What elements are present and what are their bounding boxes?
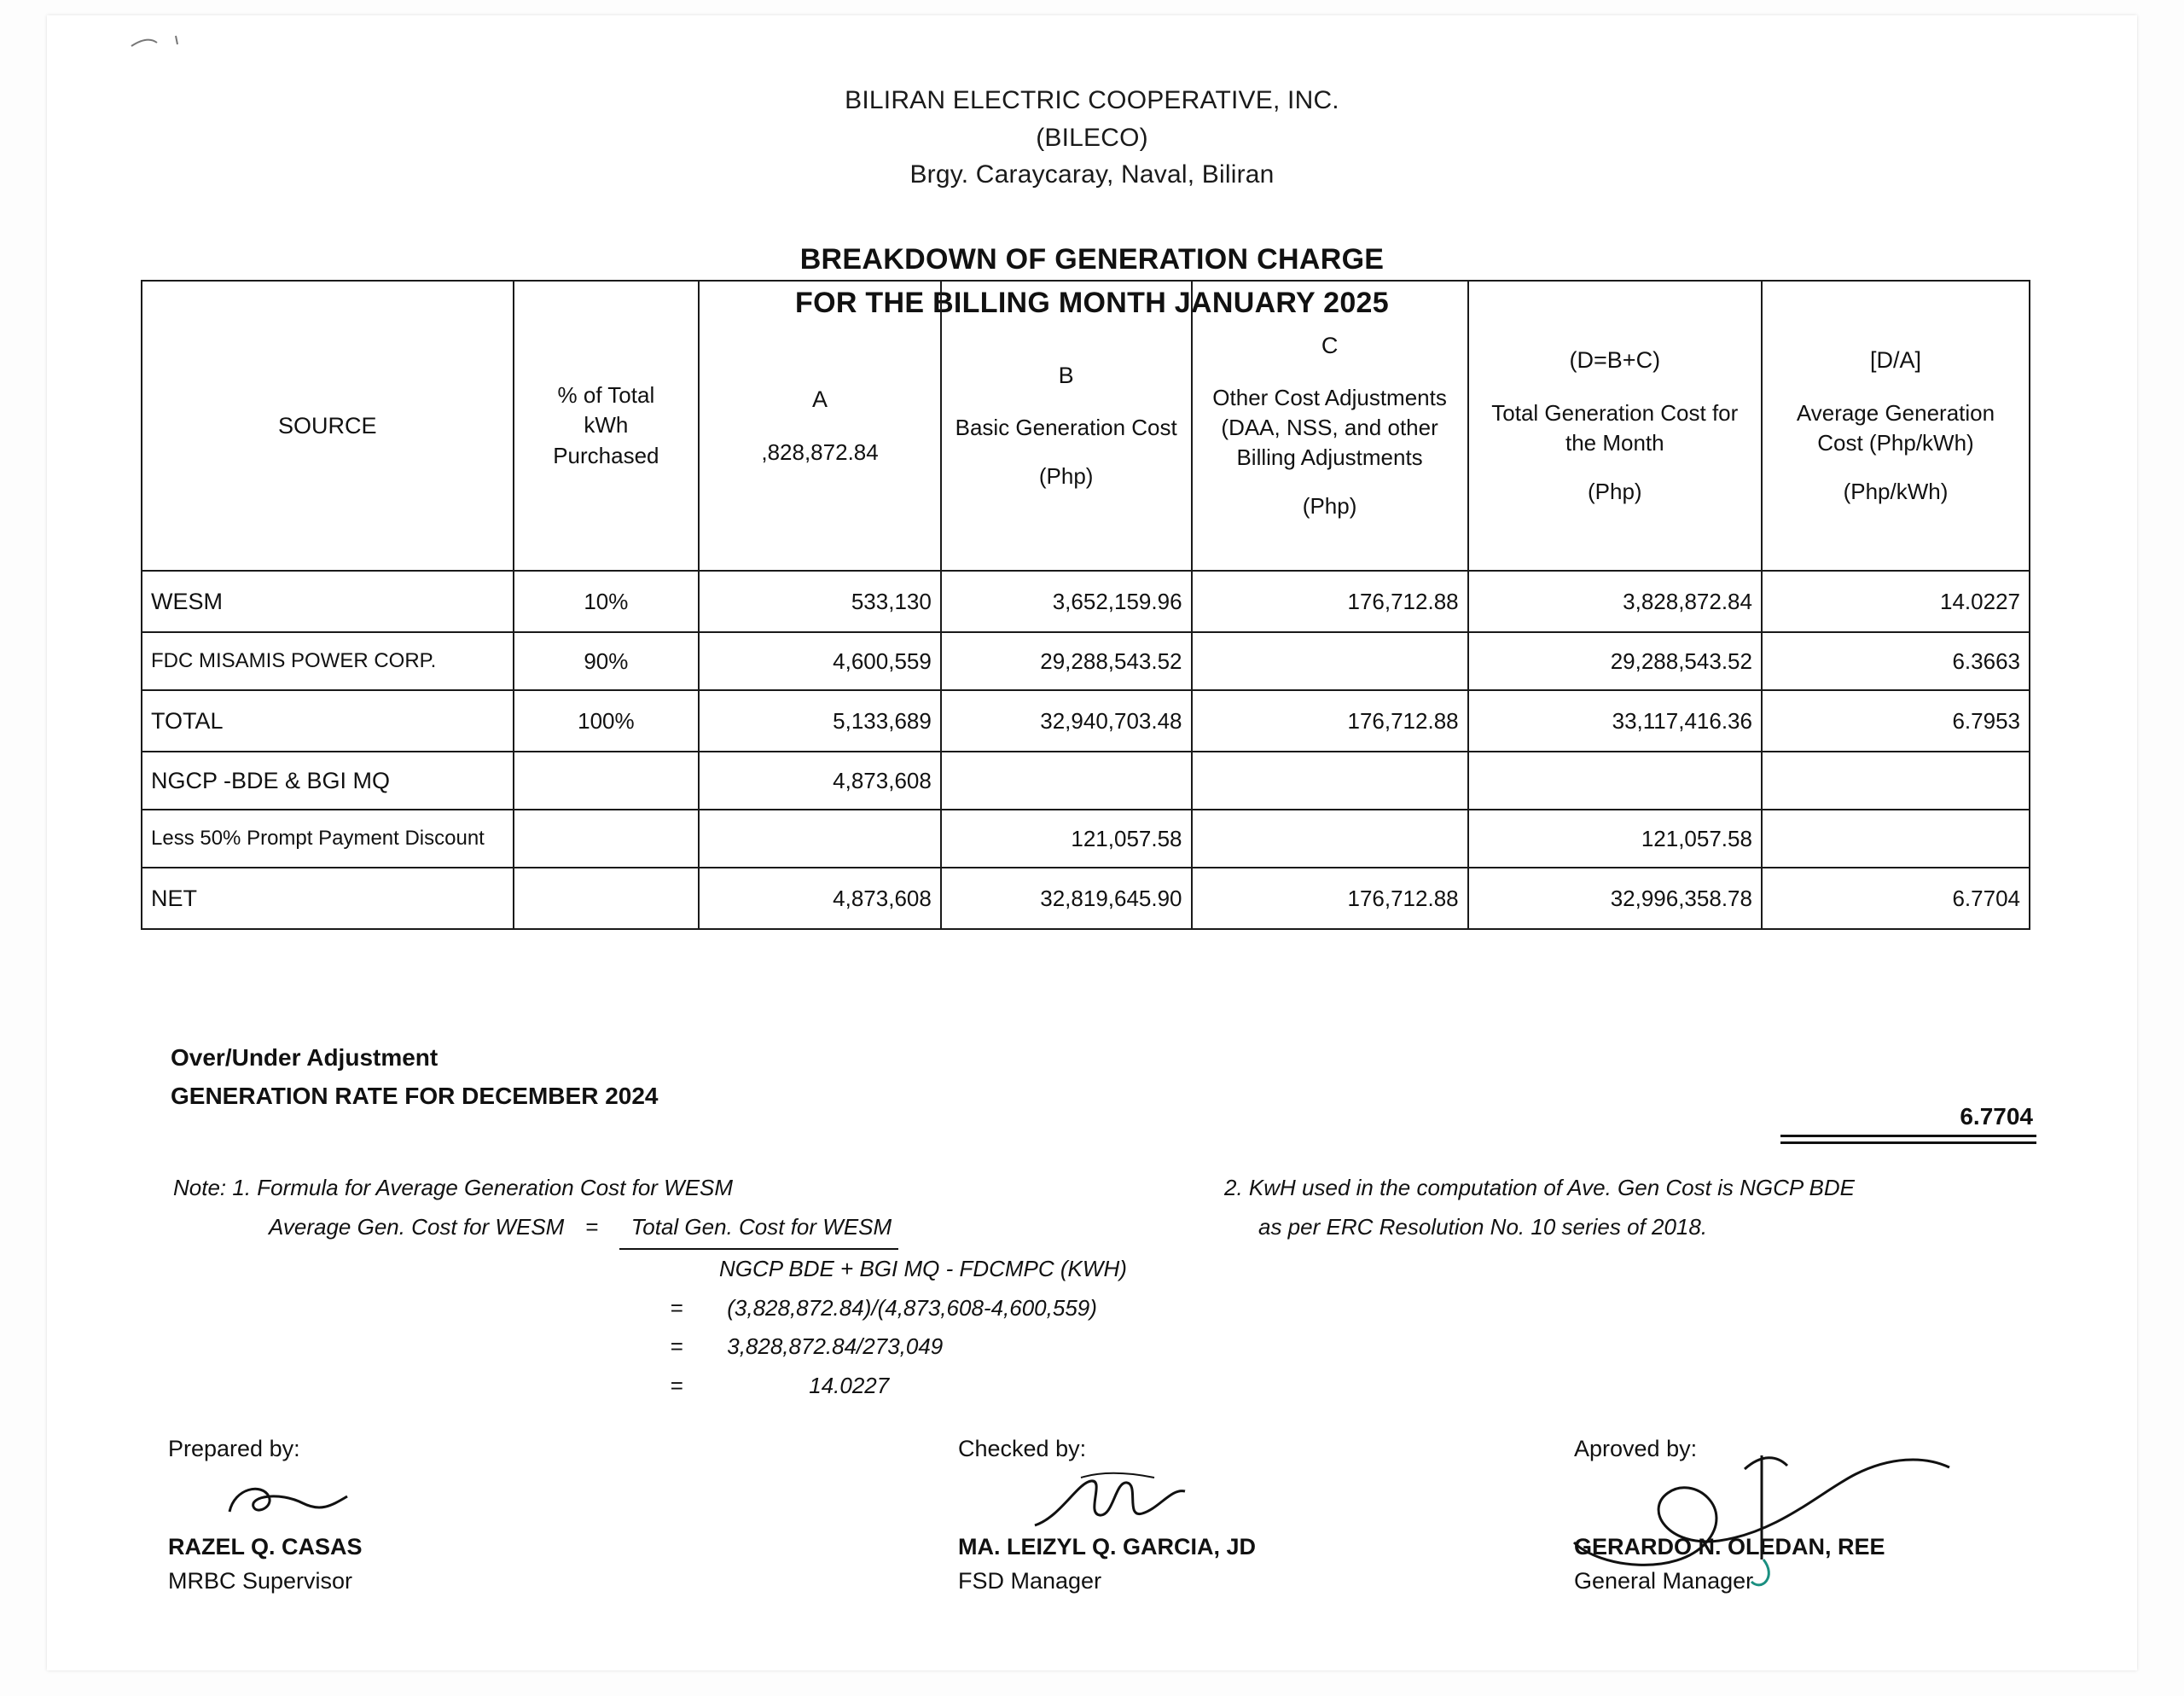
header-a-letter: A bbox=[812, 386, 828, 413]
row-col-e: 6.7704 bbox=[1762, 868, 2030, 929]
note1-formula-row bbox=[173, 1208, 1127, 1251]
prepared-by-position: MRBC Supervisor bbox=[168, 1568, 353, 1594]
row-col-c bbox=[1192, 752, 1468, 810]
note2-line-1: 2. KwH used in the computation of Ave. Gen Cost is NGCP BDE bbox=[1224, 1175, 1855, 1200]
row-percent bbox=[514, 752, 700, 810]
prepared-by-name: RAZEL Q. CASAS bbox=[168, 1533, 363, 1560]
header-column-b bbox=[941, 281, 1192, 571]
note1-heading: Note: 1. Formula for Average Generation Cost for WESM bbox=[173, 1175, 734, 1200]
double-underline-rule bbox=[1780, 1135, 2036, 1144]
title-line-1: BREAKDOWN OF GENERATION CHARGE bbox=[799, 242, 1385, 276]
document-header bbox=[47, 15, 2137, 194]
row-col-a: 4,873,608 bbox=[699, 868, 941, 929]
header-column-c bbox=[1192, 281, 1468, 571]
row-col-b: 29,288,543.52 bbox=[941, 632, 1192, 690]
row-col-d: 121,057.58 bbox=[1468, 810, 1762, 868]
row-col-c: 176,712.88 bbox=[1192, 690, 1468, 752]
row-col-e bbox=[1762, 752, 2030, 810]
header-c-label: Other Cost Adjustments (DAA, NSS, and other Billing Adjustments bbox=[1212, 385, 1447, 471]
row-col-b: 121,057.58 bbox=[941, 810, 1192, 868]
signature-block-approved-by bbox=[1574, 1432, 1885, 1599]
row-percent bbox=[514, 810, 700, 868]
notes-section-2 bbox=[1224, 1169, 1855, 1246]
row-percent bbox=[514, 868, 700, 929]
paper-sheet bbox=[47, 15, 2137, 1670]
row-col-b: 32,819,645.90 bbox=[941, 868, 1192, 929]
approved-by-position: General Manager bbox=[1574, 1568, 1754, 1594]
approved-by-name: GERARDO N. OLEDAN, REE bbox=[1574, 1533, 1885, 1560]
row-source-label: FDC MISAMIS POWER CORP. bbox=[142, 632, 514, 690]
header-e-label: Average Generation Cost (Php/kWh) bbox=[1796, 399, 1995, 456]
row-col-d: 33,117,416.36 bbox=[1468, 690, 1762, 752]
notes-section-1 bbox=[173, 1169, 1127, 1405]
row-source-label: NGCP -BDE & BGI MQ bbox=[142, 752, 514, 810]
row-col-a: 5,133,689 bbox=[699, 690, 941, 752]
header-d-unit: (Php) bbox=[1588, 478, 1642, 504]
row-col-e: 14.0227 bbox=[1762, 571, 2030, 632]
header-d-letter: (D=B+C) bbox=[1569, 347, 1661, 374]
row-col-c: 176,712.88 bbox=[1192, 571, 1468, 632]
generation-charge-table bbox=[141, 280, 2030, 930]
table-row bbox=[142, 690, 2030, 752]
note1-equals-4: = bbox=[670, 1372, 683, 1398]
row-source-label: WESM bbox=[142, 571, 514, 632]
org-name: BILIRAN ELECTRIC COOPERATIVE, INC. bbox=[845, 86, 1339, 114]
prepared-by-label: Prepared by: bbox=[168, 1436, 300, 1461]
row-col-a: 4,600,559 bbox=[699, 632, 941, 690]
header-column-a bbox=[699, 281, 941, 571]
note1-calc-row-2 bbox=[173, 1327, 1127, 1367]
checked-by-position: FSD Manager bbox=[958, 1568, 1102, 1594]
header-b-label: Basic Generation Cost bbox=[955, 415, 1177, 441]
signature-scribble-1 bbox=[219, 1472, 390, 1532]
generation-rate-value: 6.7704 bbox=[1960, 1103, 2033, 1130]
row-source-label: Less 50% Prompt Payment Discount bbox=[142, 810, 514, 868]
header-column-e bbox=[1762, 281, 2030, 571]
checked-by-label: Checked by: bbox=[958, 1436, 1087, 1461]
row-col-d bbox=[1468, 752, 1762, 810]
signature-block-checked-by bbox=[958, 1432, 1256, 1599]
note1-calc-1: (3,828,872.84)/(4,873,608-4,600,559) bbox=[727, 1294, 1097, 1321]
below-table-labels bbox=[171, 1039, 658, 1116]
row-col-a: 533,130 bbox=[699, 571, 941, 632]
generation-rate-label: GENERATION RATE FOR DECEMBER 2024 bbox=[171, 1082, 659, 1109]
row-percent: 100% bbox=[514, 690, 700, 752]
checked-by-name: MA. LEIZYL Q. GARCIA, JD bbox=[958, 1533, 1257, 1560]
row-col-a bbox=[699, 810, 941, 868]
header-percent-line3: Purchased bbox=[553, 442, 659, 468]
note1-equals-1: = bbox=[584, 1213, 599, 1240]
note1-equals-3: = bbox=[670, 1333, 683, 1359]
approved-by-label: Aproved by: bbox=[1574, 1436, 1698, 1461]
table-row bbox=[142, 868, 2030, 929]
row-col-a: 4,873,608 bbox=[699, 752, 941, 810]
row-col-b bbox=[941, 752, 1192, 810]
header-percent-line2: kWh bbox=[584, 412, 629, 439]
pencil-mark-decoration bbox=[128, 31, 205, 56]
header-b-unit: (Php) bbox=[1038, 463, 1094, 490]
note1-numerator: Total Gen. Cost for WESM bbox=[619, 1208, 898, 1251]
table-row bbox=[142, 752, 2030, 810]
note1-calc-2: 3,828,872.84/273,049 bbox=[727, 1333, 944, 1359]
header-d-label: Total Generation Cost for the Month bbox=[1491, 399, 1739, 456]
header-c-unit: (Php) bbox=[1302, 493, 1357, 520]
header-source: SOURCE bbox=[142, 281, 514, 571]
row-percent: 90% bbox=[514, 632, 700, 690]
header-a-value: ,828,872.84 bbox=[761, 439, 879, 465]
table-body bbox=[142, 571, 2030, 929]
table-row bbox=[142, 632, 2030, 690]
note1-calc-3: 14.0227 bbox=[809, 1372, 890, 1398]
row-col-c bbox=[1192, 632, 1468, 690]
row-col-e bbox=[1762, 810, 2030, 868]
org-address: Brgy. Caraycaray, Naval, Biliran bbox=[909, 160, 1275, 189]
table-header-row bbox=[142, 281, 2030, 571]
note1-calc-row-3 bbox=[173, 1367, 1127, 1406]
row-col-b: 32,940,703.48 bbox=[941, 690, 1192, 752]
header-percent-total-kwh bbox=[514, 281, 700, 571]
row-col-c bbox=[1192, 810, 1468, 868]
note1-formula-left: Average Gen. Cost for WESM bbox=[269, 1213, 565, 1240]
header-column-d bbox=[1468, 281, 1762, 571]
row-col-e: 6.7953 bbox=[1762, 690, 2030, 752]
header-percent-line1: % of Total bbox=[557, 382, 655, 409]
row-col-d: 32,996,358.78 bbox=[1468, 868, 1762, 929]
note1-denominator: NGCP BDE + BGI MQ - FDCMPC (KWH) bbox=[719, 1256, 1127, 1281]
table-row bbox=[142, 810, 2030, 868]
row-col-e: 6.3663 bbox=[1762, 632, 2030, 690]
note1-calc-row-1 bbox=[173, 1289, 1127, 1328]
row-source-label: NET bbox=[142, 868, 514, 929]
header-e-unit: (Php/kWh) bbox=[1843, 478, 1949, 504]
table-row bbox=[142, 571, 2030, 632]
signature-block-prepared-by bbox=[168, 1432, 363, 1599]
row-col-b: 3,652,159.96 bbox=[941, 571, 1192, 632]
note2-line-2: as per ERC Resolution No. 10 series of 2018. bbox=[1258, 1213, 1708, 1240]
row-col-d: 3,828,872.84 bbox=[1468, 571, 1762, 632]
org-acronym: (BILECO) bbox=[1036, 123, 1148, 152]
row-percent: 10% bbox=[514, 571, 700, 632]
note1-equals-2: = bbox=[670, 1294, 683, 1321]
header-c-letter: C bbox=[1321, 332, 1339, 358]
header-b-letter: B bbox=[1058, 362, 1074, 388]
document-content bbox=[47, 15, 2137, 1670]
row-col-d: 29,288,543.52 bbox=[1468, 632, 1762, 690]
row-source-label: TOTAL bbox=[142, 690, 514, 752]
over-under-adjustment-label: Over/Under Adjustment bbox=[171, 1044, 439, 1071]
row-col-c: 176,712.88 bbox=[1192, 868, 1468, 929]
header-e-letter: [D/A] bbox=[1869, 347, 1921, 374]
title-line-2: FOR THE BILLING MONTH JANUARY 2025 bbox=[795, 286, 1389, 319]
